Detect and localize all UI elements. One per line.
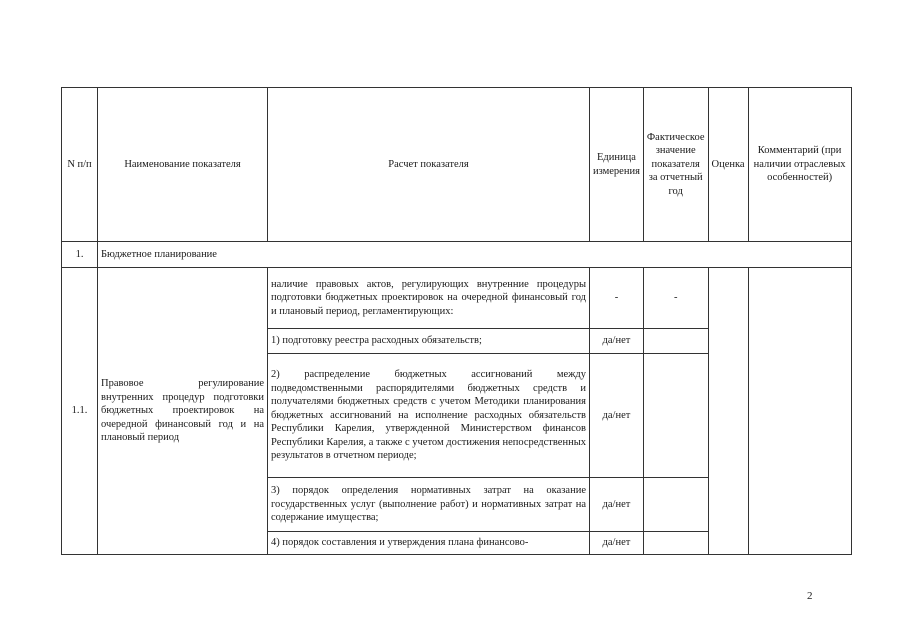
unit-cell: да/нет [590, 329, 644, 354]
header-fact: Фактическое значение показателя за отчетный год [643, 88, 708, 242]
header-name: Наименование показателя [98, 88, 268, 242]
unit-cell: да/нет [590, 354, 644, 478]
fact-cell [643, 354, 708, 478]
unit-cell: да/нет [590, 478, 644, 532]
header-comment: Комментарий (при наличии отраслевых особенностей) [748, 88, 851, 242]
header-unit: Единица измерения [590, 88, 644, 242]
unit-cell: да/нет [590, 532, 644, 555]
comment-cell [748, 268, 851, 555]
indicator-name: Правовое регулирование внутренних процедур подготовки бюджетных проектировок на очередной финансовый год и на плановый период [98, 268, 268, 555]
calc-cell: 2) распределение бюджетных ассигнований между подведомственными распорядителями бюджетных средств и получателями бюджетных средств с учетом Методики планирования бюджетных ассигнований на исполнение расходных обязательств Республики Карелия, утвержденной Министерством финансов Республики Карелия, а также с учетом достижения непосредственных результатов в отчетном периоде; [268, 354, 590, 478]
section-num: 1. [62, 242, 98, 268]
fact-cell: - [643, 268, 708, 329]
fact-cell [643, 532, 708, 555]
indicators-table [61, 87, 852, 555]
fact-cell [643, 478, 708, 532]
calc-cell: 1) подготовку реестра расходных обязательств; [268, 329, 590, 354]
unit-cell: - [590, 268, 644, 329]
header-calc: Расчет показателя [268, 88, 590, 242]
table-header-row [62, 88, 852, 242]
score-cell [708, 268, 748, 555]
header-score: Оценка [708, 88, 748, 242]
calc-cell: 3) порядок определения нормативных затрат на оказание государственных услуг (выполнение работ) и нормативных затрат на содержание имущества; [268, 478, 590, 532]
header-num: N п/п [62, 88, 98, 242]
indicator-num: 1.1. [62, 268, 98, 555]
table-row [62, 268, 852, 329]
calc-cell: наличие правовых актов, регулирующих внутренние процедуры подготовки бюджетных проектировок на очередной финансовый год и плановый период, регламентирующих: [268, 268, 590, 329]
fact-cell [643, 329, 708, 354]
section-title: Бюджетное планирование [98, 242, 852, 268]
section-row [62, 242, 852, 268]
page-number: 2 [807, 590, 813, 602]
calc-cell: 4) порядок составления и утверждения плана финансово- [268, 532, 590, 555]
